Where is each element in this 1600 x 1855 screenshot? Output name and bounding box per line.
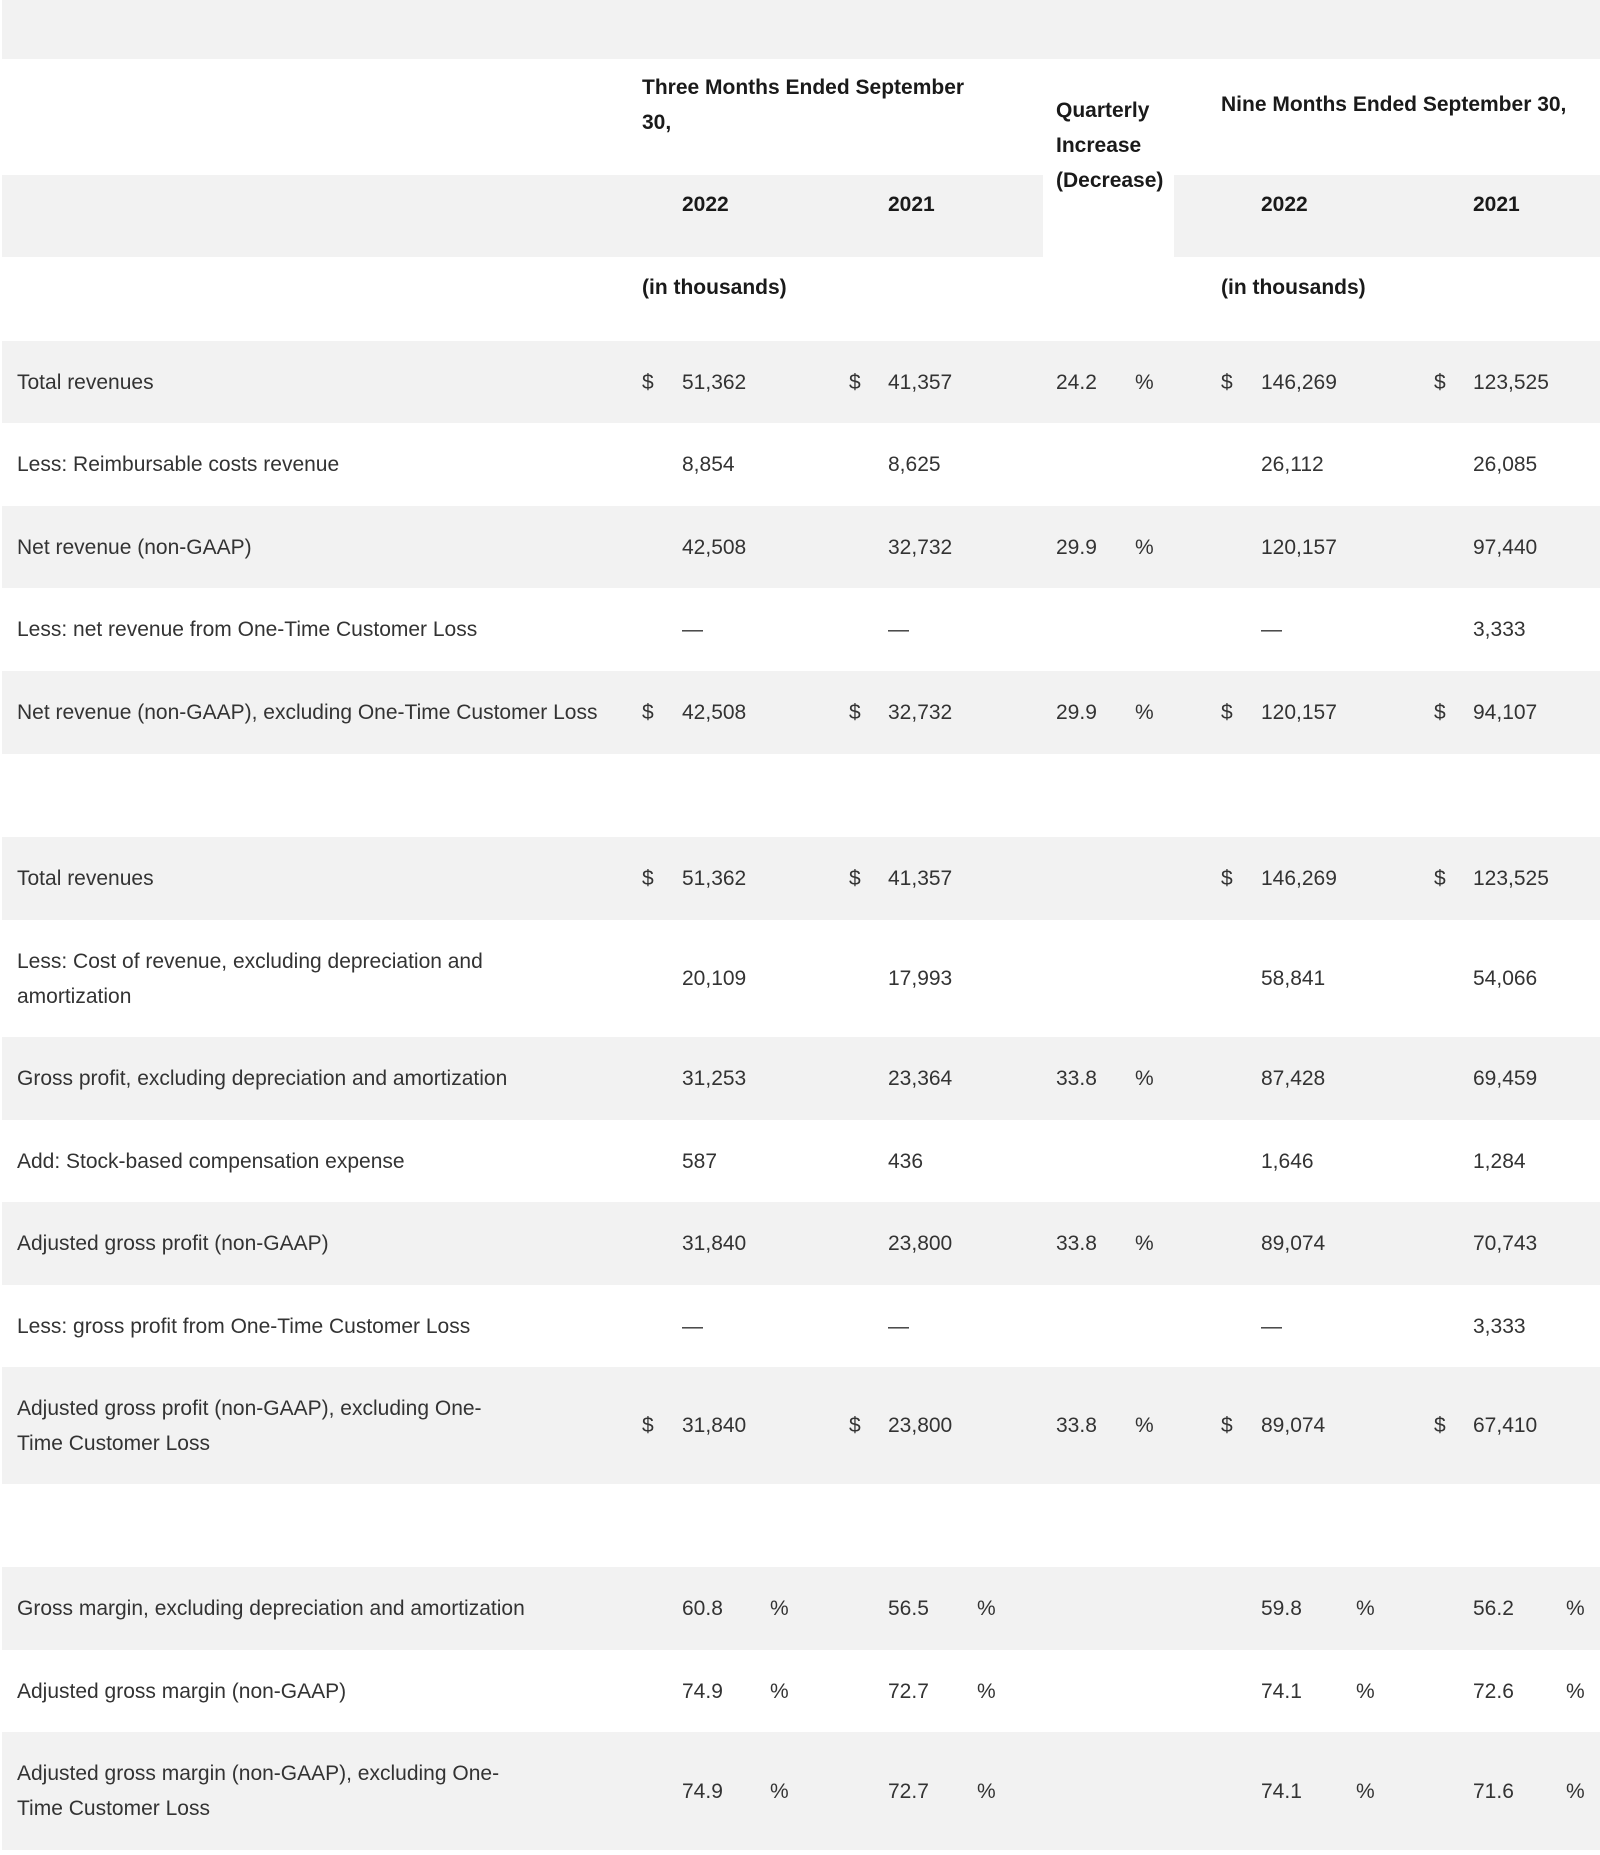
q2022-value: 8,854 — [682, 453, 735, 476]
q2021-value: 41,357 — [888, 371, 953, 394]
n2022-value: 59.8 — [1261, 1597, 1302, 1620]
dollar-sign: $ — [849, 701, 861, 724]
n2021-value: 94,107 — [1473, 701, 1538, 724]
n2022-value: — — [1261, 618, 1282, 641]
n2022-value: 146,269 — [1261, 371, 1337, 394]
q2021-value: 72.7 — [888, 1780, 929, 1803]
quarterly-increase-value: 29.9 — [1056, 701, 1097, 724]
n2022-value: 74.1 — [1261, 1680, 1302, 1703]
n2022-value: 146,269 — [1261, 867, 1337, 890]
section1-row — [2, 506, 1600, 588]
q2021-value: 41,357 — [888, 867, 953, 890]
q2022-value: 51,362 — [682, 371, 747, 394]
n2021-value: 54,066 — [1473, 967, 1538, 990]
percent-sign: % — [1356, 1780, 1375, 1803]
row-label: Adjusted gross margin (non-GAAP), excluding One-Time Customer Loss — [17, 1762, 500, 1820]
section2-row — [2, 1037, 1600, 1120]
percent-sign: % — [1566, 1680, 1585, 1703]
row-label: Adjusted gross profit (non-GAAP), excluding One-Time Customer Loss — [17, 1397, 482, 1455]
n2022-value: 89,074 — [1261, 1232, 1326, 1255]
n2022-value: 26,112 — [1261, 453, 1324, 476]
dollar-sign: $ — [1221, 701, 1233, 724]
n2021-value: 70,743 — [1473, 1232, 1538, 1255]
dollar-sign: $ — [1221, 371, 1233, 394]
q2021-value: 23,800 — [888, 1414, 953, 1437]
quarterly-increase-value: 33.8 — [1056, 1067, 1097, 1090]
row-label: Total revenues — [17, 867, 154, 890]
section1-row — [2, 671, 1600, 754]
nine-months-header: Nine Months Ended September 30, — [1221, 93, 1567, 116]
dollar-sign: $ — [642, 1414, 654, 1437]
year-header-n-2022: 2022 — [1261, 193, 1308, 216]
n2021-value: 72.6 — [1473, 1680, 1514, 1703]
percent-sign: % — [977, 1597, 996, 1620]
in-thousands-n: (in thousands) — [1221, 276, 1366, 299]
q2021-value: 32,732 — [888, 701, 953, 724]
quarterly-increase-header: Quarterly Increase (Decrease) — [1056, 99, 1164, 192]
n2021-value: 123,525 — [1473, 867, 1549, 890]
n2021-value: 1,284 — [1473, 1150, 1526, 1173]
dollar-sign: $ — [849, 371, 861, 394]
percent-sign: % — [1356, 1680, 1375, 1703]
dollar-sign: $ — [1434, 701, 1446, 724]
year-header-q-2021: 2021 — [888, 193, 935, 216]
q2022-value: 42,508 — [682, 536, 747, 559]
quarterly-increase-value: 29.9 — [1056, 536, 1097, 559]
top-band — [2, 0, 1600, 59]
q2022-value: 31,840 — [682, 1232, 747, 1255]
section3-row — [2, 1650, 1600, 1732]
dollar-sign: $ — [642, 701, 654, 724]
n2022-value: 74.1 — [1261, 1780, 1302, 1803]
q2022-value: 42,508 — [682, 701, 747, 724]
percent-sign: % — [1135, 1067, 1154, 1090]
section1-row — [2, 341, 1600, 423]
q2022-value: 74.9 — [682, 1680, 723, 1703]
row-label: Adjusted gross profit (non-GAAP) — [17, 1232, 329, 1255]
year-header-band — [2, 175, 1600, 257]
in-thousands-q: (in thousands) — [642, 276, 787, 299]
row-label: Total revenues — [17, 371, 154, 394]
q2021-value: 23,800 — [888, 1232, 953, 1255]
dollar-sign: $ — [849, 867, 861, 890]
q2021-value: 72.7 — [888, 1680, 929, 1703]
percent-sign: % — [1566, 1597, 1585, 1620]
row-label: Less: net revenue from One-Time Customer Loss — [17, 618, 478, 641]
dollar-sign: $ — [1434, 867, 1446, 890]
dollar-sign: $ — [1221, 867, 1233, 890]
n2021-value: 3,333 — [1473, 618, 1526, 641]
dollar-sign: $ — [1221, 1414, 1233, 1437]
q2022-value: 31,253 — [682, 1067, 747, 1090]
quarterly-increase-value: 33.8 — [1056, 1232, 1097, 1255]
q2021-value: — — [888, 618, 909, 641]
quarterly-increase-value: 33.8 — [1056, 1414, 1097, 1437]
q2022-value: 60.8 — [682, 1597, 723, 1620]
q2022-value: 74.9 — [682, 1780, 723, 1803]
three-months-header: Three Months Ended September 30, — [642, 76, 965, 134]
n2021-value: 26,085 — [1473, 453, 1538, 476]
section1-row — [2, 588, 1600, 671]
q2022-value: 587 — [682, 1150, 718, 1173]
section2-row — [2, 837, 1600, 920]
n2022-value: 120,157 — [1261, 701, 1337, 724]
year-header-n-2021: 2021 — [1473, 193, 1520, 216]
dollar-sign: $ — [1434, 371, 1446, 394]
n2022-value: 89,074 — [1261, 1414, 1326, 1437]
n2021-value: 3,333 — [1473, 1315, 1526, 1338]
percent-sign: % — [1566, 1780, 1585, 1803]
dollar-sign: $ — [642, 867, 654, 890]
n2022-value: 87,428 — [1261, 1067, 1326, 1090]
row-label: Less: Cost of revenue, excluding depreciation and amortization — [17, 950, 483, 1008]
percent-sign: % — [1135, 536, 1154, 559]
percent-sign: % — [1135, 371, 1154, 394]
row-label: Less: gross profit from One-Time Customer Loss — [17, 1315, 471, 1338]
q2021-value: 32,732 — [888, 536, 953, 559]
n2022-value: 120,157 — [1261, 536, 1337, 559]
q2022-value: 51,362 — [682, 867, 747, 890]
section2-row — [2, 1202, 1600, 1285]
section3-row — [2, 1567, 1600, 1650]
q2022-value: 31,840 — [682, 1414, 747, 1437]
n2021-value: 67,410 — [1473, 1414, 1538, 1437]
percent-sign: % — [977, 1780, 996, 1803]
row-label: Gross profit, excluding depreciation and amortization — [17, 1067, 508, 1090]
q2022-value: 20,109 — [682, 967, 747, 990]
percent-sign: % — [1135, 1232, 1154, 1255]
n2021-value: 56.2 — [1473, 1597, 1514, 1620]
percent-sign: % — [1135, 701, 1154, 724]
percent-sign: % — [770, 1680, 789, 1703]
section3-row — [2, 1732, 1600, 1850]
q2022-value: — — [682, 1315, 703, 1338]
n2022-value: 58,841 — [1261, 967, 1326, 990]
row-label: Adjusted gross margin (non-GAAP) — [17, 1680, 347, 1703]
section2-row — [2, 920, 1600, 1037]
dollar-sign: $ — [1434, 1414, 1446, 1437]
percent-sign: % — [977, 1680, 996, 1703]
row-label: Gross margin, excluding depreciation and amortization — [17, 1597, 525, 1620]
quarterly-increase-value: 24.2 — [1056, 371, 1097, 394]
q2021-value: 436 — [888, 1150, 924, 1173]
row-label: Net revenue (non-GAAP), excluding One-Time Customer Loss — [17, 701, 598, 724]
q2022-value: — — [682, 618, 703, 641]
dollar-sign: $ — [642, 371, 654, 394]
percent-sign: % — [770, 1597, 789, 1620]
section1-row — [2, 423, 1600, 506]
n2021-value: 123,525 — [1473, 371, 1549, 394]
n2022-value: — — [1261, 1315, 1282, 1338]
section2-row — [2, 1285, 1600, 1367]
q2021-value: — — [888, 1315, 909, 1338]
n2021-value: 71.6 — [1473, 1780, 1514, 1803]
percent-sign: % — [770, 1780, 789, 1803]
row-label: Net revenue (non-GAAP) — [17, 536, 252, 559]
row-label: Add: Stock-based compensation expense — [17, 1150, 405, 1173]
section2-row — [2, 1120, 1600, 1202]
q2021-value: 23,364 — [888, 1067, 953, 1090]
q2021-value: 8,625 — [888, 453, 941, 476]
q2021-value: 56.5 — [888, 1597, 929, 1620]
n2022-value: 1,646 — [1261, 1150, 1314, 1173]
dollar-sign: $ — [849, 1414, 861, 1437]
n2021-value: 97,440 — [1473, 536, 1538, 559]
row-label: Less: Reimbursable costs revenue — [17, 453, 340, 476]
n2021-value: 69,459 — [1473, 1067, 1538, 1090]
year-header-q-2022: 2022 — [682, 193, 729, 216]
percent-sign: % — [1356, 1597, 1375, 1620]
percent-sign: % — [1135, 1414, 1154, 1437]
q2021-value: 17,993 — [888, 967, 953, 990]
section2-row — [2, 1367, 1600, 1484]
